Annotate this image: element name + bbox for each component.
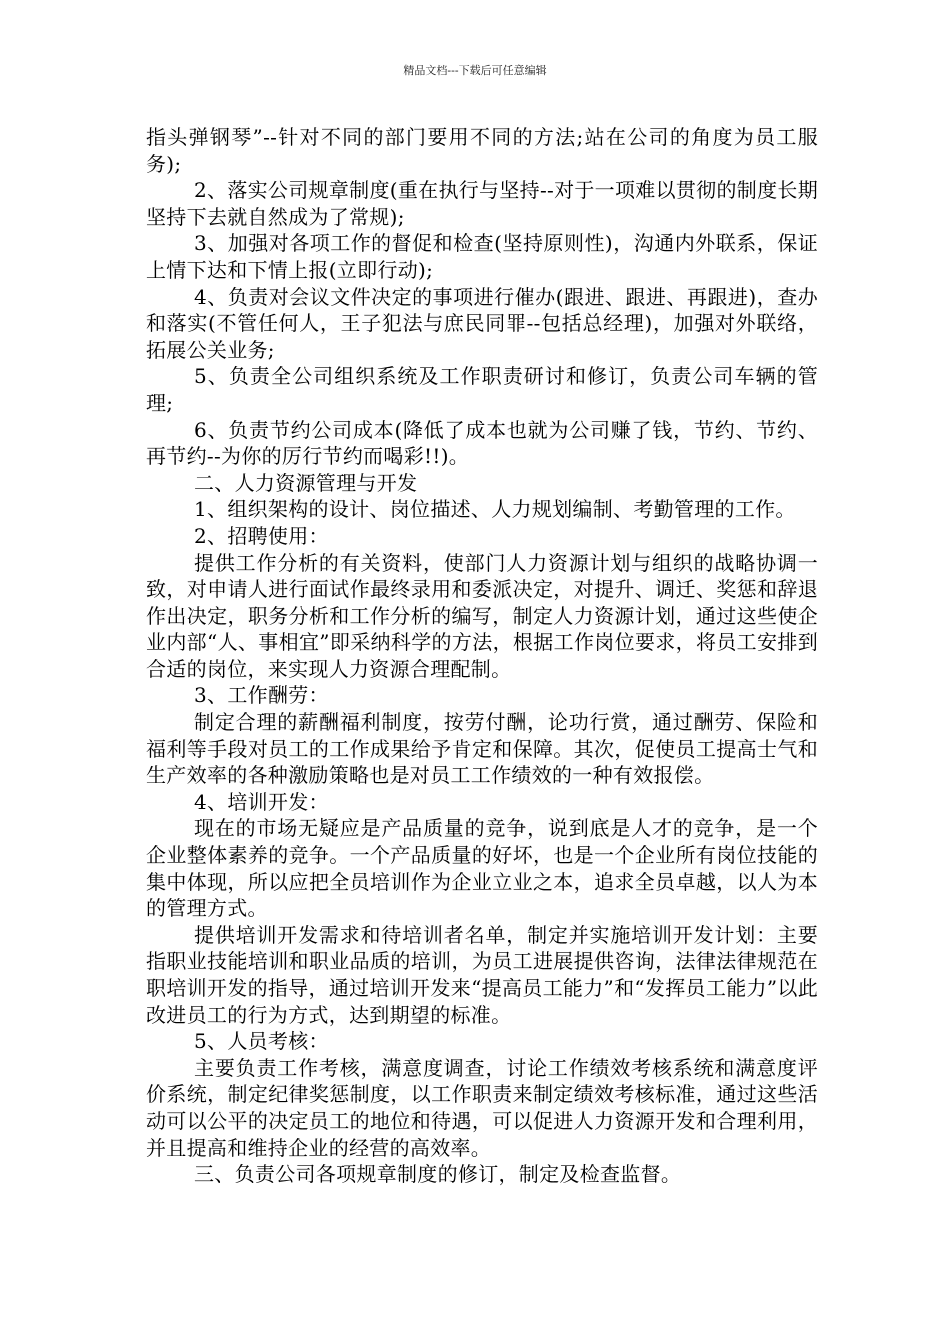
section-heading-regulations: 三、负责公司各项规章制度的修订，制定及检查监督。: [194, 1162, 682, 1187]
paragraph-continuation: 指头弹钢琴”--针对不同的部门要用不同的方法;站在公司的角度为员工服务);: [146, 125, 818, 176]
document-body: [146, 124, 818, 1188]
paragraph-item-4: 4、负责对会议文件决定的事项进行催办(跟进、跟进、再跟进)，查办和落实(不管任何人，王子犯法与庶民同罪--包括总经理)，加强对外联络，拓展公关业务;: [146, 284, 818, 362]
paragraph-item-6: 6、负责节约公司成本(降低了成本也就为公司赚了钱，节约、节约、再节约--为你的厉行节约而喝彩!!)。: [146, 417, 818, 469]
subheading-training: 4、培训开发：: [194, 789, 329, 814]
paragraph-training-2: 提供培训开发需求和待培训者名单，制定并实施培训开发计划：主要指职业技能培训和职业品质的培训，为员工进展提供咨询，法律法律规范在职培训开发的指导，通过培训开发来“提高员工能力”和“发挥员工能力”以此改进员工的行为方式，达到期望的标准。: [146, 922, 818, 1027]
paragraph-hr-1: 1、组织架构的设计、岗位描述、人力规划编制、考勤管理的工作。: [194, 497, 796, 522]
paragraph-assessment: 主要负责工作考核，满意度调查，讨论工作绩效考核系统和满意度评价系统，制定纪律奖惩制度，以工作职责来制定绩效考核标准，通过这些活动可以公平的决定员工的地位和待遇，可以促进人力资源开发和合理利用，并且提高和维持企业的经营的高效率。: [146, 1055, 818, 1160]
paragraph-compensation: 制定合理的薪酬福利制度，按劳付酬，论功行赏，通过酬劳、保险和福利等手段对员工的工作成果给予肯定和保障。其次，促使员工提高士气和生产效率的各种激励策略也是对员工工作绩效的一种有效报偿。: [146, 710, 818, 788]
paragraph-item-5: 5、负责全公司组织系统及工作职责研讨和修订，负责公司车辆的管理;: [146, 364, 818, 415]
paragraph-item-2: 2、落实公司规章制度(重在执行与坚持--对于一项难以贯彻的制度长期坚持下去就自然成为了常规);: [146, 178, 818, 229]
paragraph-item-3: 3、加强对各项工作的督促和检查(坚持原则性)，沟通内外联系，保证上情下达和下情上报(立即行动);: [146, 231, 818, 282]
subheading-assessment: 5、人员考核：: [194, 1029, 329, 1054]
subheading-compensation: 3、工作酬劳：: [194, 683, 329, 708]
section-heading-hr: 二、人力资源管理与开发: [194, 470, 418, 495]
paragraph-training-1: 现在的市场无疑应是产品质量的竞争，说到底是人才的竞争，是一个企业整体素养的竞争。一个产品质量的好坏，也是一个企业所有岗位技能的集中体现，所以应把全员培训作为企业立业之本，追求全员卓越，以人为本的管理方式。: [146, 816, 818, 921]
page-header: 精品文档---下载后可任意编辑: [403, 64, 547, 77]
subheading-recruitment: 2、招聘使用：: [194, 523, 329, 548]
paragraph-recruitment: 提供工作分析的有关资料，使部门人力资源计划与组织的战略协调一致，对申请人进行面试作最终录用和委派决定，对提升、调迁、奖惩和辞退作出决定，职务分析和工作分析的编写，制定人力资源计划，通过这些使企业内部“人、事相宜”即采纳科学的方法，根据工作岗位要求，将员工安排到合适的岗位，来实现人力资源合理配制。: [146, 550, 818, 681]
